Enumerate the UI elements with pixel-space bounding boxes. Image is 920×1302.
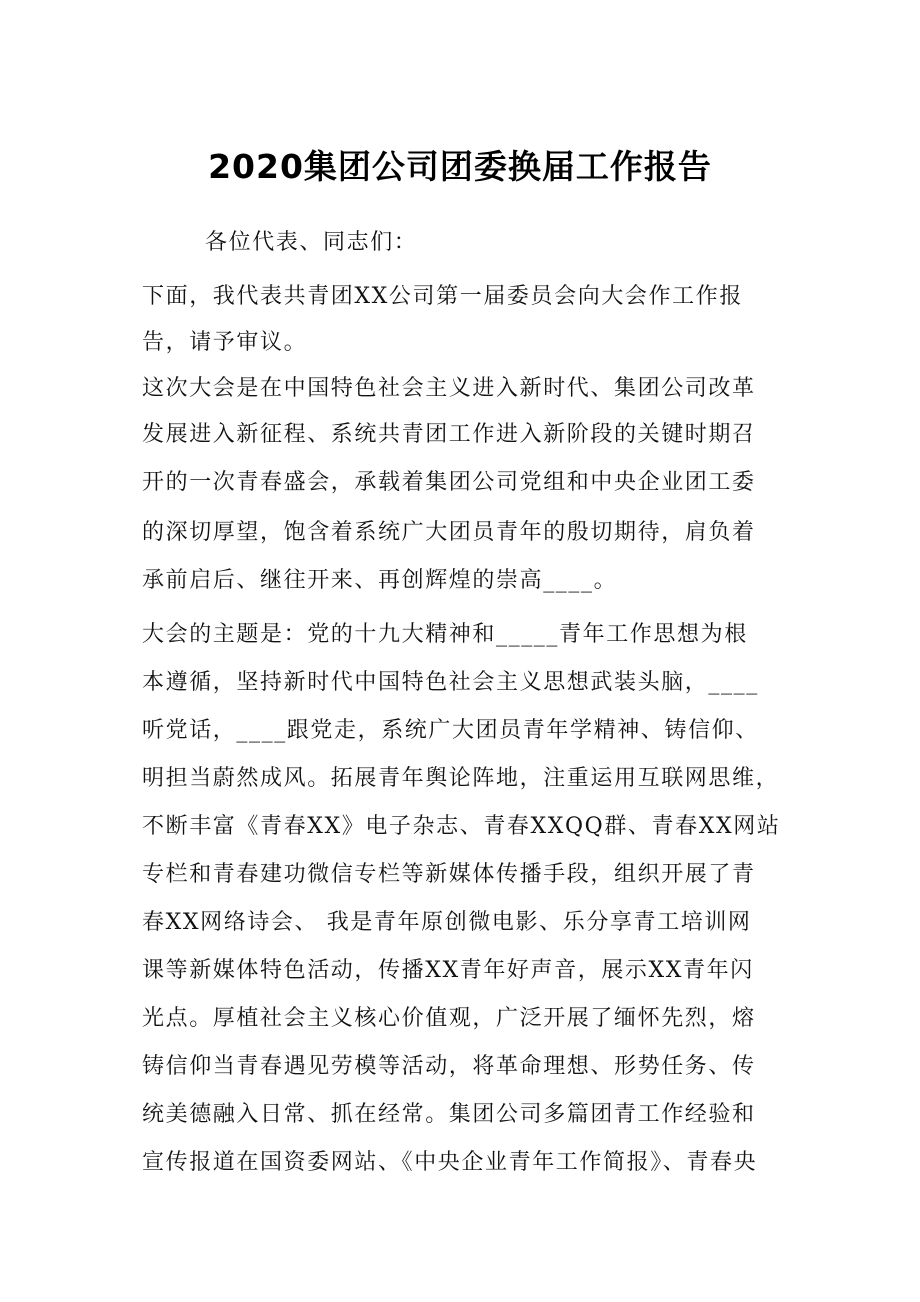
body-line: 大会的主题是：党的十九大精神和_____青年工作思想为根 [142, 622, 748, 647]
body-line: 本遵循，坚持新时代中国特色社会主义思想武装头脑，____ [142, 670, 759, 695]
body-line: 听党话，____跟党走，系统广大团员青年学精神、铸信仰、 [142, 718, 759, 743]
body-line: 告，请予审议。 [142, 330, 308, 355]
body-line: 的深切厚望，饱含着系统广大团员青年的殷切期待，肩负着 [142, 520, 756, 545]
greeting-line: 各位代表、同志们： [205, 230, 418, 255]
body-line: 不断丰富《青春XX》电子杂志、青春XXQQ群、青春XX网站 [142, 814, 781, 839]
body-line: 开的一次青春盛会，承载着集团公司党组和中央企业团工委 [142, 470, 756, 495]
body-line: 宣传报道在国资委网站、《中央企业青年工作简报》、青春央 [142, 1150, 758, 1175]
body-line: 这次大会是在中国特色社会主义进入新时代、集团公司改革 [142, 376, 756, 401]
body-line: 发展进入新征程、系统共青团工作进入新阶段的关键时期召 [142, 422, 756, 447]
body-line: 铸信仰当青春遇见劳模等活动，将革命理想、形势任务、传 [142, 1054, 756, 1079]
body-line: 统美德融入日常、抓在经常。集团公司多篇团青工作经验和 [142, 1102, 756, 1127]
document-title: 2020集团公司团委换届工作报告 [208, 147, 712, 186]
body-line: 光点。厚植社会主义核心价值观，广泛开展了缅怀先烈，熔 [142, 1006, 756, 1031]
body-line: 下面，我代表共青团XX公司第一届委员会向大会作工作报 [142, 284, 743, 309]
body-line: 承前启后、继往开来、再创辉煌的崇高____。 [142, 568, 618, 593]
body-line: 课等新媒体特色活动，传播XX青年好声音，展示XX青年闪 [142, 958, 754, 983]
body-line: 专栏和青春建功微信专栏等新媒体传播手段，组织开展了青 [142, 862, 756, 887]
body-line: 明担当蔚然成风。拓展青年舆论阵地，注重运用互联网思维， [142, 766, 780, 791]
body-line: 春XX网络诗会、 我是青年原创微电影、乐分享青工培训网 [142, 910, 752, 935]
